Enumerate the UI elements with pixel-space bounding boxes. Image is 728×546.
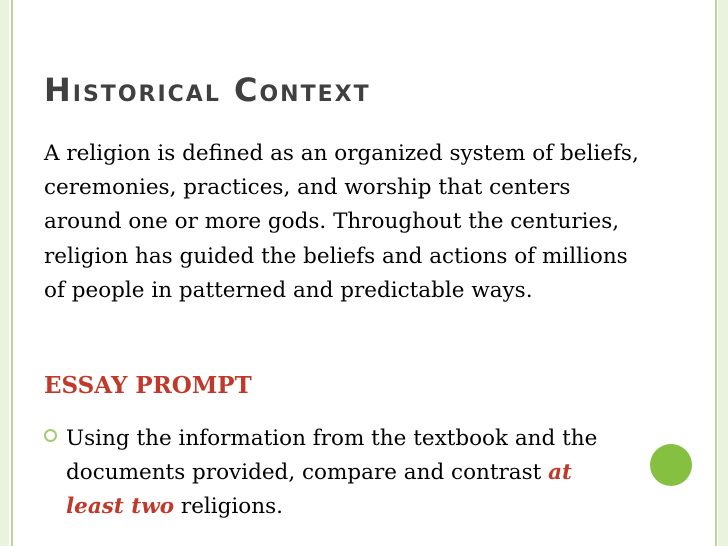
essay-prompt-text-end: religions. [174,494,283,520]
right-border-line [715,0,717,546]
left-border-line [11,0,13,546]
essay-prompt-text-start: Using the information from the textbook and the documents provided, compare and contrast [66,426,598,486]
essay-prompt-emphasis: at least two [66,460,572,520]
green-circle-icon [650,444,692,486]
left-border-band [0,0,9,546]
body-paragraph: A religion is defined as an organized system of beliefs, ceremonies, practices, and worship that centers around one or more gods. Throughout the centuries, religion has guided the beliefs and actions of millions of people in patterned and predictable ways. [44,141,639,303]
essay-prompt-heading: ESSAY PROMPT [44,372,252,399]
right-border-band [718,0,728,546]
slide-title: Historical Context [44,71,371,109]
essay-prompt-text [66,422,626,525]
ring-bullet-icon [44,429,57,442]
